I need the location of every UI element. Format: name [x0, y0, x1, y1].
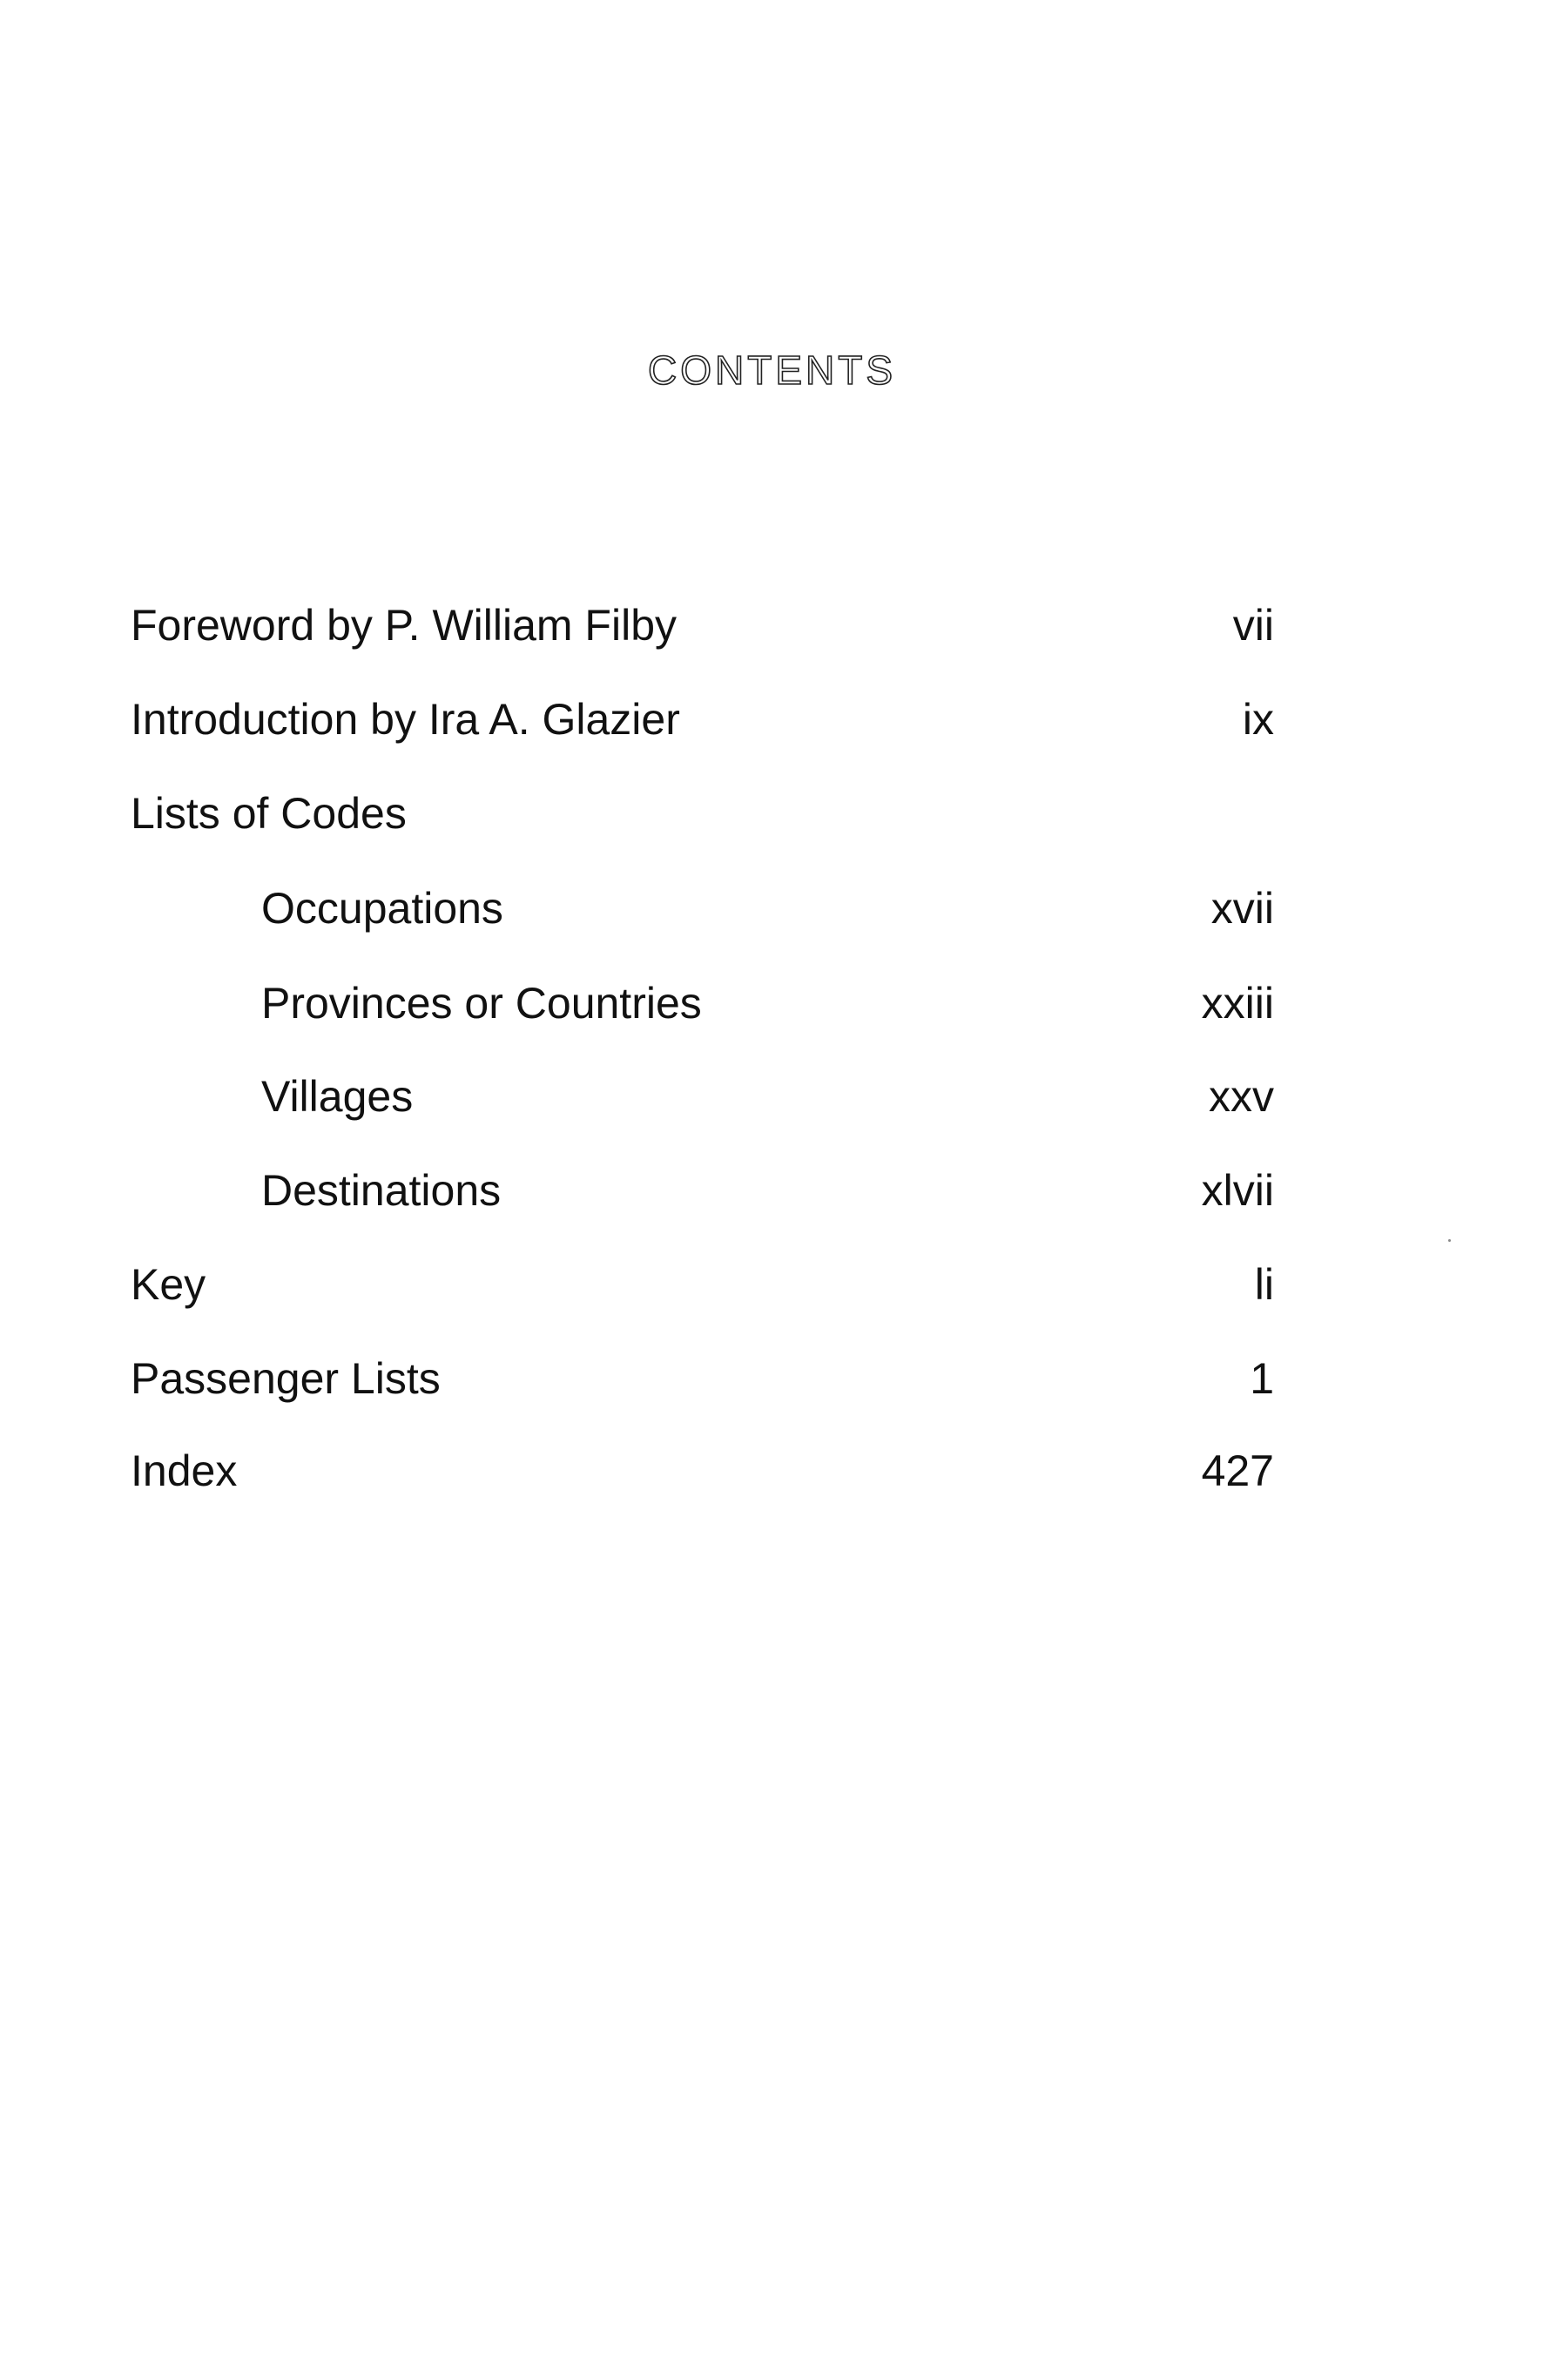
scan-speck — [1448, 1239, 1451, 1242]
toc-entry-page: vii — [1232, 601, 1274, 650]
toc-entry-page: xxv — [1209, 1072, 1274, 1121]
contents-heading: CONTENTS — [648, 347, 896, 393]
toc-entry-page: ix — [1242, 695, 1274, 744]
toc-entry-label: Passenger Lists — [131, 1354, 441, 1403]
toc-entry-label: Provinces or Countries — [261, 979, 702, 1028]
toc-entry-key — [131, 1254, 1274, 1315]
toc-entry-destinations — [131, 1160, 1274, 1221]
toc-entry-page: 427 — [1201, 1446, 1274, 1495]
toc-entry-label: Key — [131, 1260, 206, 1309]
toc-entry-occupations — [131, 878, 1274, 939]
toc-entry-label: Occupations — [261, 884, 503, 933]
toc-entry-lists-of-codes — [131, 783, 1274, 844]
toc-entry-page: li — [1254, 1260, 1274, 1309]
toc-entry-page: 1 — [1250, 1354, 1274, 1403]
toc-entry-page: xvii — [1210, 884, 1274, 933]
toc-entry-page: xlvii — [1201, 1166, 1274, 1215]
toc-entry-passenger-lists — [131, 1348, 1274, 1409]
toc-entry-label: Index — [131, 1446, 238, 1495]
toc-entry-label: Foreword by P. William Filby — [131, 601, 678, 650]
toc-entry-villages — [131, 1066, 1274, 1127]
toc-entry-index — [131, 1440, 1274, 1501]
toc-entry-label: Villages — [261, 1072, 414, 1121]
toc-entry-label: Introduction by Ira A. Glazier — [131, 695, 680, 744]
toc-entry-label: Lists of Codes — [131, 789, 407, 838]
toc-entry-introduction — [131, 689, 1274, 750]
toc-entry-label: Destinations — [261, 1166, 502, 1215]
toc-entry-page: xxiii — [1201, 979, 1274, 1028]
toc-entry-provinces — [131, 973, 1274, 1034]
toc-entry-foreword — [131, 595, 1274, 656]
